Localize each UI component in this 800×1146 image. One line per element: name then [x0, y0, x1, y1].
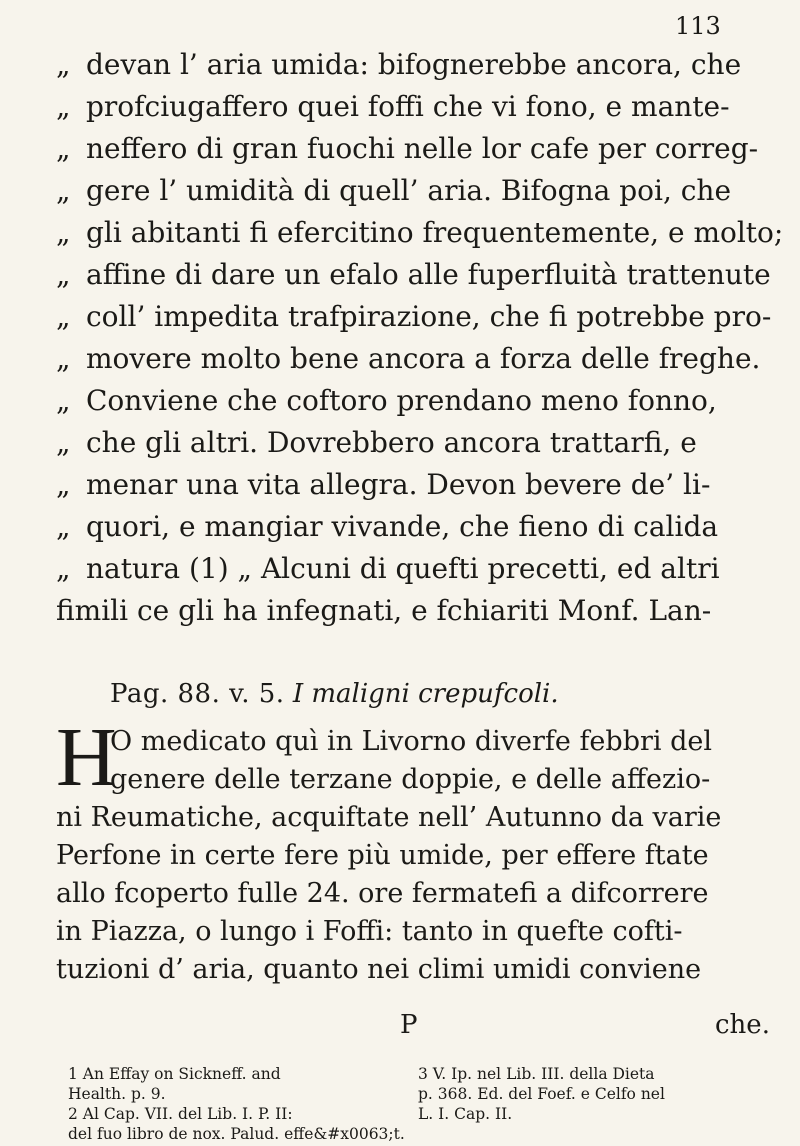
- quote-line: „ affine di dare un efalo alle fuperfluità trattenute: [56, 254, 760, 296]
- quote-line: „ profciugaffero quei foffi che vi fono, e mante-: [56, 86, 760, 128]
- quote-line: „ gli abitanti fi efercitino frequentemente, e molto;: [56, 212, 760, 254]
- footnotes-left: [68, 1064, 405, 1144]
- quote-mark: „: [56, 48, 71, 81]
- page-number: 113: [675, 12, 721, 40]
- quote-line: „ quori, e mangiar vivande, che fieno di calida: [56, 506, 760, 548]
- quote-mark: „: [56, 384, 71, 417]
- quote-mark: „: [56, 510, 71, 543]
- quote-mark: „: [56, 300, 71, 333]
- signature-mark: P: [400, 1010, 418, 1040]
- quote-line: „ gere l’ umidità di quell’ aria. Bifogna poi, che: [56, 170, 760, 212]
- heading-reference: Pag. 88. v. 5.: [110, 679, 285, 709]
- quote-line: „ movere molto bene ancora a forza delle freghe.: [56, 338, 760, 380]
- footnote-line: 3 V. Ip. nel Lib. III. della Dieta: [418, 1065, 655, 1083]
- quote-mark: „: [56, 342, 71, 375]
- quote-line: „ menar una vita allegra. Devon bevere de’ li-: [56, 464, 760, 506]
- quote-mark: „: [56, 426, 71, 459]
- drop-cap: H: [56, 711, 117, 804]
- quote-line: „ coll’ impedita trafpirazione, che fi potrebbe pro-: [56, 296, 760, 338]
- quote-line: „ che gli altri. Dovrebbero ancora trattarfi, e: [56, 422, 760, 464]
- quote-mark: „: [56, 258, 71, 291]
- body-line: tuzioni d’ aria, quanto nei climi umidi conviene: [56, 954, 702, 985]
- catchword: che.: [715, 1010, 770, 1040]
- quote-mark: „: [56, 132, 71, 165]
- quote-line: „ natura (1) „ Alcuni di quefti precetti, ed altri: [56, 548, 760, 590]
- quote-line: „ devan l’ aria umida: bifognerebbe ancora, che: [56, 44, 760, 86]
- body-line: Perfone in certe fere più umide, per effere ftate: [56, 840, 709, 871]
- heading-title: I maligni crepufcoli.: [292, 679, 559, 709]
- footnote-line: L. I. Cap. II.: [418, 1105, 513, 1123]
- body-line: ni Reumatiche, acquiftate nell’ Autunno da varie: [56, 802, 722, 833]
- footnote-line: del fuo libro de nox. Palud. effe&#x0063;t.: [68, 1125, 405, 1143]
- quote-mark: „: [56, 552, 71, 585]
- footnote-line: p. 368. Ed. del Foef. e Celfo nel: [418, 1085, 665, 1103]
- quote-mark: „: [56, 216, 71, 249]
- footnote-line: 1 An Effay on Sickneff. and: [68, 1065, 281, 1083]
- body-line: allo fcoperto fulle 24. ore fermatefi a difcorrere: [56, 878, 709, 909]
- body-line: O medicato quì in Livorno diverfe febbri del: [110, 726, 713, 757]
- body-line: genere delle terzane doppie, e delle affezio-: [110, 764, 711, 795]
- body-line: in Piazza, o lungo i Foffi: tanto in quefte cofti-: [56, 916, 683, 947]
- quote-mark: „: [56, 174, 71, 207]
- footnotes-right: [418, 1064, 748, 1124]
- quote-mark: „: [56, 468, 71, 501]
- quote-mark: „: [56, 90, 71, 123]
- footnote-line: 2 Al Cap. VII. del Lib. I. P. II:: [68, 1105, 293, 1123]
- quote-line: „ neffero di gran fuochi nelle lor cafe per correg-: [56, 128, 760, 170]
- footnote-line: Health. p. 9.: [68, 1085, 166, 1103]
- section-heading: [110, 674, 730, 714]
- text-line: fimili ce gli ha infegnati, e fchiariti Monf. Lan-: [56, 594, 712, 627]
- quote-line: „ Conviene che coftoro prendano meno fonno,: [56, 380, 760, 422]
